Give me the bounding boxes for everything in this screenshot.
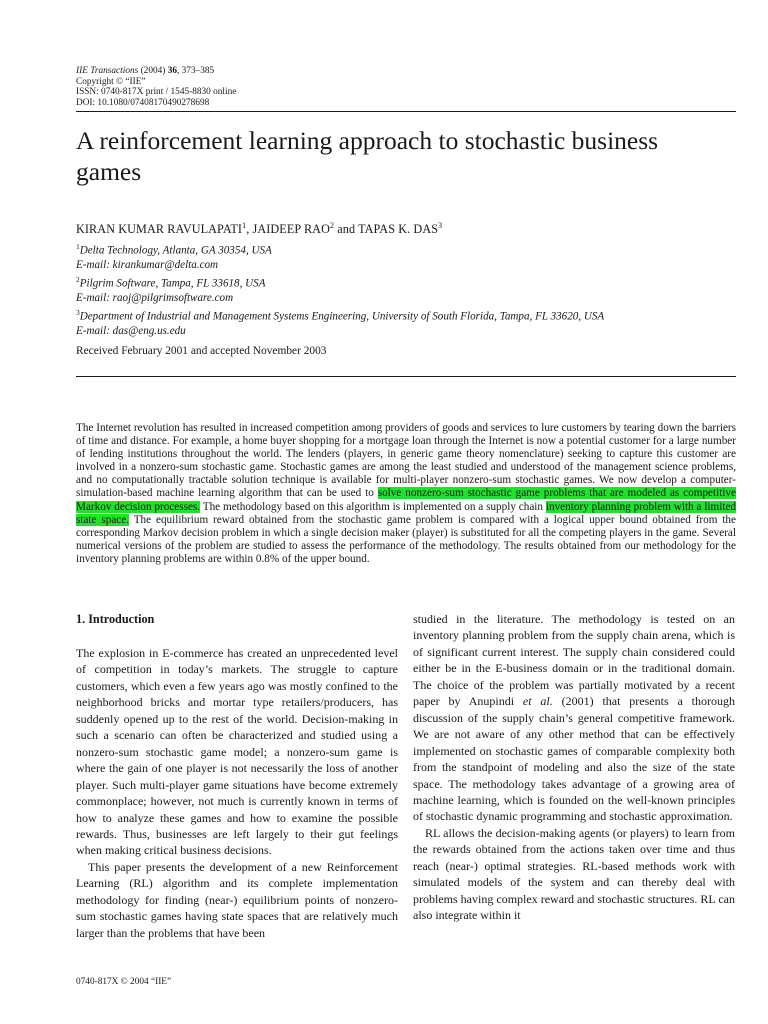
body-paragraph: The explosion in E-commerce has created an unprecedented level of competition in today’s markets. The struggle to capture customers, which even a few years ago was mostly confined to the neighborhood bricks and mortar type retailers/producers, has suddenly opened up to the rest of the world. Decision-making in such a scenario can often be characterized and studied using a nonzero-sum stochastic game model; a nonzero-sum game is where the gain of one player is not necessarily the loss of another player. Such multi-player game situations have become extremely commonplace; however, not much is currently known in terms of how to analyze these games and how to examine the possible rewards. Thus, businesses are left largely to their gut feelings when making critical business decisions. — [76, 646, 398, 858]
author-name: JAIDEEP RAO — [252, 222, 330, 237]
footer-copyright: 0740-817X © 2004 “IIE” — [76, 977, 172, 987]
abstract-rule — [76, 376, 736, 377]
section-heading: 1. Introduction — [76, 612, 155, 626]
affiliation-mark: 1 — [242, 221, 247, 230]
journal-metadata — [76, 66, 476, 108]
author-name: KIRAN KUMAR RAVULAPATI — [76, 222, 243, 237]
text-highlight: solve nonzero-sum stochastic game problems that are modeled as competitive Markov decision processes. — [76, 487, 736, 513]
affiliation-line: $^3$Department of Industrial and Management Systems Engineering, University of South Florida, Tampa, FL 33620, USA — [76, 307, 605, 323]
author-list: KIRAN KUMAR RAVULAPATI$^1$, JAIDEEP RAO$^2$ and TAPAS K. DAS$^3$ — [76, 221, 443, 237]
affiliation-email: E-mail: raoj@pilgrimsoftware.com — [76, 292, 234, 305]
affiliation-line: $^1$Delta Technology, Atlanta, GA 30354, USA — [76, 242, 272, 257]
copyright-line: Copyright © “IIE” — [76, 76, 146, 87]
volume-number: 36 — [167, 66, 177, 76]
affiliation-email: E-mail: kirankumar@delta.com — [76, 259, 219, 272]
left-column — [76, 611, 398, 941]
received-date: Received February 2001 and accepted November 2003 — [76, 345, 327, 357]
body-paragraph: RL allows the decision-making agents (or players) to learn from the rewards obtained from the actions taken over time and thus reach (near-) optimal strategies. RL-based methods work with simulated models of the system and can thereby deal with problems having complex reward and stochastic structures. RL can also integrate within it — [413, 825, 735, 923]
citation-etal: et al. — [522, 694, 553, 709]
affiliation-line: $^2$Pilgrim Software, Tampa, FL 33618, USA — [76, 274, 266, 290]
affiliation-email: E-mail: das@eng.us.edu — [76, 325, 186, 338]
abstract: The Internet revolution has resulted in increased competition among providers of goods and services to lure customers by tearing down the barriers of time and distance. For example, a home buyer shopping for a mortgage loan through the Internet is now a potential customer for a large number of lending institutions throughout the world. The lenders (players, in generic game theory nomenclature) seeking to capture this customer are involved in a nonzero-sum stochastic game. Stochastic games are among the least studied and understood of the management science problems, and no computationally tractable solution technique is available for multi-player nonzero-sum stochastic games. We now develop a computer-simulation-based machine learning algorithm that can be used to solve nonzero-sum stochastic game problems that are modeled as competitive Markov decision processes. The methodology based on this algorithm is implemented on a supply chain inventory planning problem with a limited state space. The equilibrium reward obtained from the stochastic game problem is compared with a logical upper bound obtained from the corresponding Markov decision problem in which a single decision maker (player) is substituted for all the competing players in the game. Several numerical versions of the problem are studied to assess the performance of the methodology. The results obtained from our methodology for the inventory planning problems are within 0.8% of the upper bound. — [76, 422, 737, 565]
affiliation-mark: 3 — [438, 221, 443, 230]
journal-name: IIE Transactions — [76, 66, 139, 76]
citation-line: IIE Transactions (2004) 36, 373–385 — [76, 66, 215, 76]
text-highlight: inventory planning problem with a limited state space. — [76, 500, 737, 526]
issn-line: ISSN: 0740-817X print / 1545-8830 online — [76, 87, 237, 98]
affiliations — [76, 240, 736, 339]
paper-title: A reinforcement learning approach to stochastic business games — [76, 126, 659, 186]
body-paragraph: This paper presents the development of a new Reinforcement Learning (RL) algorithm and its complete implementation methodology for finding (near-) equilibrium points of nonzero-sum stochastic games having state spaces that are relatively much larger than the problems that have been — [76, 859, 398, 940]
author-name: TAPAS K. DAS — [358, 222, 439, 237]
doi-line: DOI: 10.1080/07408170490278698 — [76, 97, 210, 108]
affiliation-mark: 2 — [329, 221, 335, 230]
body-paragraph: studied in the literature. The methodology is tested on an inventory planning problem from the supply chain arena, which is of significant current interest. The supply chain considered could either be in the E-business domain or in the traditional domain. The choice of the problem was partially motivated by a recent paper by Anupindi et al. (2001) that presents a thorough discussion of the supply chain’s general competitive framework. We are not aware of any other method that can be effectively implemented on stochastic games of comparable complexity both from the standpoint of modeling and also the size of the state space. The methodology takes advantage of a growing area of machine learning, which is founded on the well-known principles of stochastic dynamic programming and stochastic approximation. — [413, 612, 735, 824]
right-column — [413, 611, 735, 924]
header-rule — [76, 111, 736, 112]
